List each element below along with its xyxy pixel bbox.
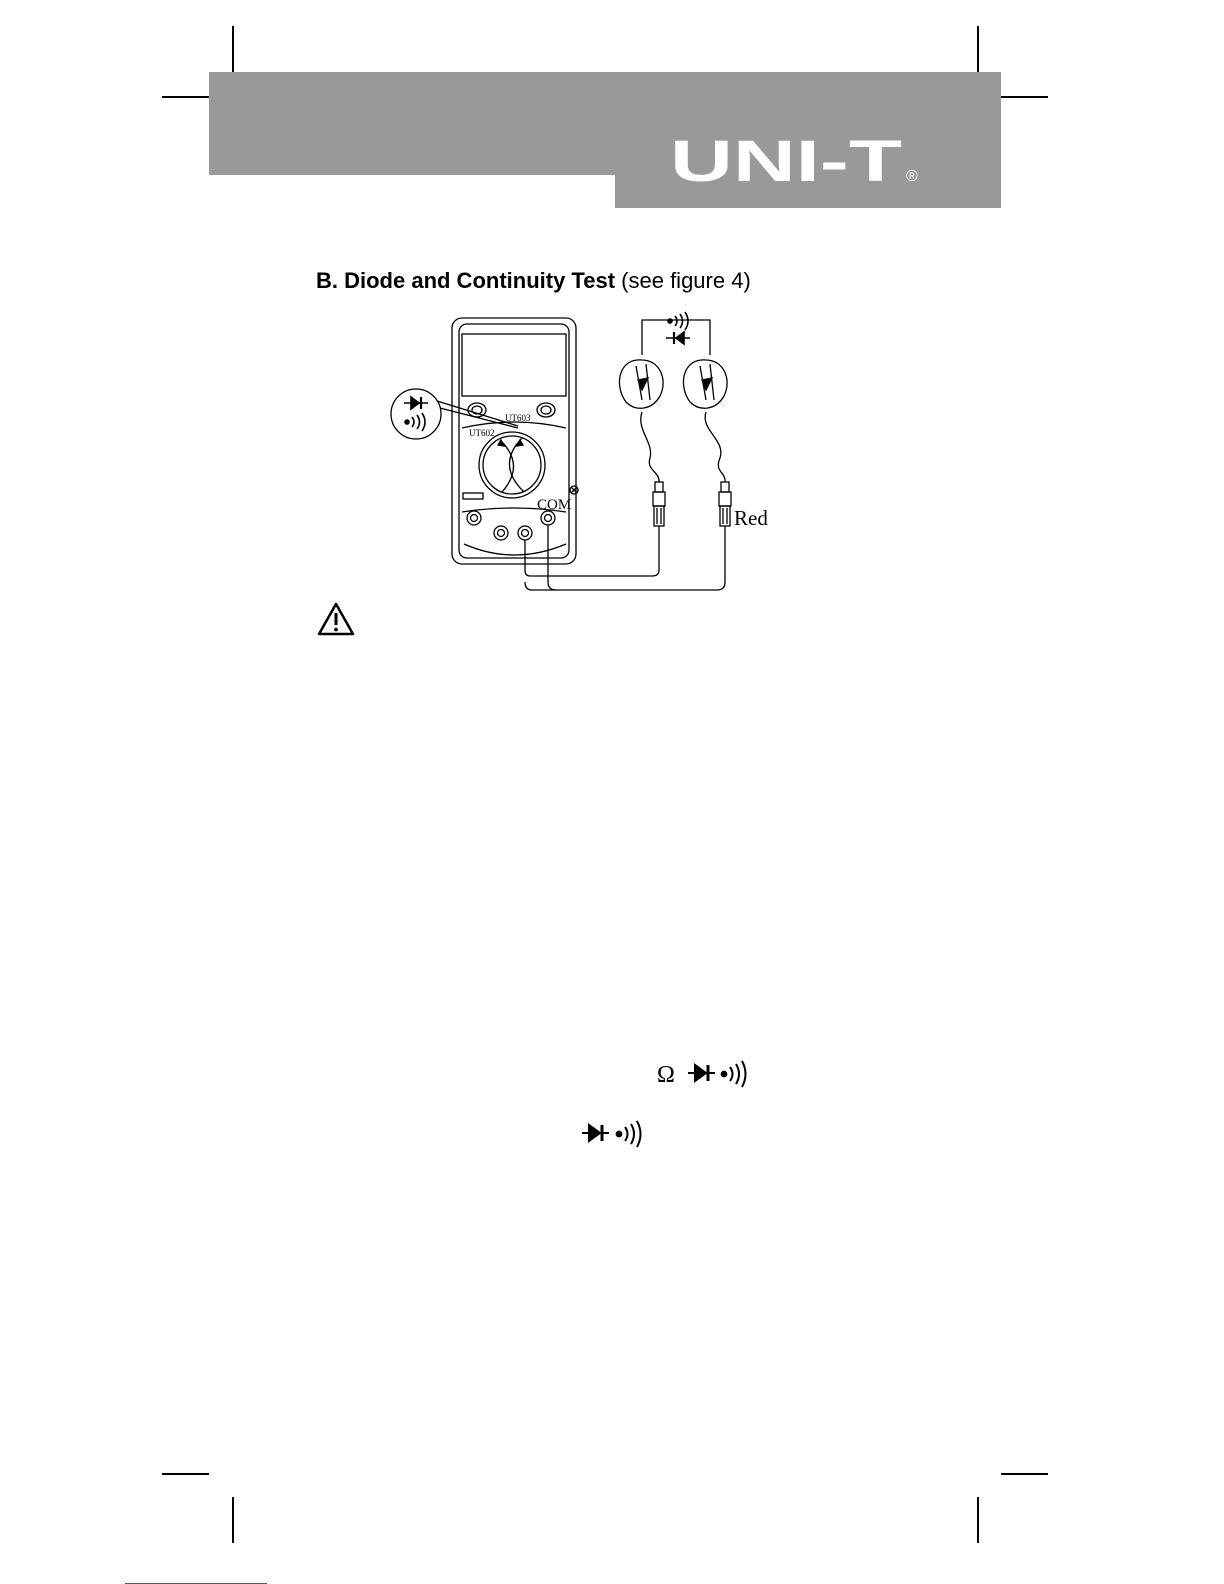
section-title-ref: (see figure 4) [621,268,751,293]
crop-mark-bottom-right-v [977,1497,979,1543]
continuity-beep-icon [668,312,688,330]
crop-mark-top-right-v [977,26,979,72]
multimeter-illustration [452,318,578,564]
model-label-ut602: UT602 [469,428,495,438]
symbol-row-diode-continuity [578,1116,648,1150]
continuity-beep-icon [405,413,425,431]
test-probe-red [525,360,731,590]
diode-icon [688,1065,715,1081]
crop-mark-top-left-h [162,96,209,98]
warning-triangle-icon [316,601,356,637]
symbol-row-ohm-diode-continuity [655,1056,755,1090]
diode-icon [404,397,428,409]
crop-mark-bottom-left-v [232,1497,234,1543]
diode-icon [666,332,690,344]
continuity-beep-icon [722,1061,746,1087]
crop-mark-bottom-left-h [162,1473,209,1475]
test-probe-black [525,360,665,576]
figure-4-diagram [380,300,800,600]
crop-mark-top-right-h [1001,96,1048,98]
section-title [316,268,751,294]
diode-icon [582,1125,609,1141]
ohm-symbol: Ω [657,1062,675,1088]
red-lead-label: Red [734,506,768,530]
brand-name: UNI-T [670,129,902,188]
model-label-ut603: UT603 [505,413,531,423]
brand-logo [670,124,930,188]
probe-bridge-symbols [642,312,710,355]
crop-mark-bottom-right-h [1001,1473,1048,1475]
section-title-bold: B. Diode and Continuity Test [316,268,616,293]
continuity-beep-icon [617,1121,641,1147]
registered-mark: ® [906,168,918,185]
com-terminal-label: COM [537,497,572,513]
crop-mark-top-left-v [232,26,234,72]
